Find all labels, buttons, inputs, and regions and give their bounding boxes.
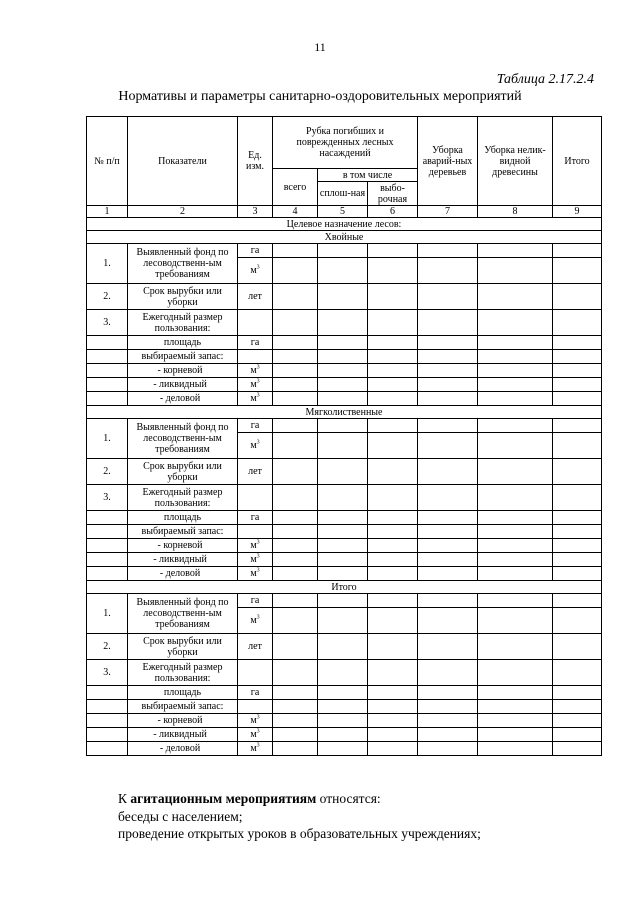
value-cell — [553, 392, 602, 406]
value-cell — [273, 608, 318, 634]
value-cell — [318, 350, 368, 364]
indicator-business: - деловой — [128, 742, 238, 756]
column-numbers-row — [87, 206, 602, 218]
value-cell — [553, 539, 602, 553]
column-number: 7 — [418, 206, 478, 218]
value-cell — [553, 728, 602, 742]
value-cell — [553, 660, 602, 686]
value-cell — [273, 433, 318, 459]
column-number: 3 — [238, 206, 273, 218]
value-cell — [273, 567, 318, 581]
value-cell — [553, 608, 602, 634]
indicator-business: - деловой — [128, 567, 238, 581]
value-cell — [318, 539, 368, 553]
value-cell — [418, 634, 478, 660]
unit-m3: $м^3$ — [238, 567, 273, 581]
value-cell — [478, 350, 553, 364]
value-cell — [368, 310, 418, 336]
indicator-root: - корневой — [128, 364, 238, 378]
indicator-liquid: - ликвидный — [128, 728, 238, 742]
value-cell — [368, 350, 418, 364]
header-unit: Ед. изм. — [238, 117, 273, 206]
column-number: 6 — [368, 206, 418, 218]
value-cell — [478, 392, 553, 406]
unit-years: лет — [238, 284, 273, 310]
value-cell — [318, 742, 368, 756]
value-cell — [418, 364, 478, 378]
row-num: 3. — [87, 310, 128, 336]
value-cell — [368, 378, 418, 392]
value-cell — [318, 511, 368, 525]
norms-table — [86, 116, 602, 756]
value-cell — [478, 553, 553, 567]
header-felling: Рубка погибших и поврежденных лесных насаждений — [273, 117, 418, 169]
unit-m3: $м^3$ — [238, 742, 273, 756]
footer-line-1: К агитационным мероприятиям относятся: — [118, 791, 381, 806]
value-cell — [318, 433, 368, 459]
value-cell — [418, 539, 478, 553]
column-number: 4 — [273, 206, 318, 218]
value-cell — [553, 350, 602, 364]
value-cell — [368, 553, 418, 567]
value-cell — [478, 485, 553, 511]
unit-m3: $м^3$ — [238, 378, 273, 392]
indicator-stock: выбираемый запас: — [128, 350, 238, 364]
value-cell — [478, 660, 553, 686]
value-cell — [273, 284, 318, 310]
value-cell — [478, 336, 553, 350]
row-num: 1. — [87, 419, 128, 459]
footer-text — [118, 790, 481, 843]
indicator-area: площадь — [128, 336, 238, 350]
value-cell — [368, 525, 418, 539]
value-cell — [418, 350, 478, 364]
value-cell — [318, 378, 368, 392]
value-cell — [418, 511, 478, 525]
value-cell — [418, 459, 478, 485]
value-cell — [368, 459, 418, 485]
column-number: 8 — [478, 206, 553, 218]
value-cell — [273, 594, 318, 608]
row-num: 1. — [87, 244, 128, 284]
value-cell — [318, 419, 368, 433]
unit-ha: га — [238, 244, 273, 258]
value-cell — [478, 258, 553, 284]
value-cell — [418, 419, 478, 433]
value-cell — [368, 244, 418, 258]
value-cell — [273, 336, 318, 350]
value-cell — [318, 336, 368, 350]
value-cell — [553, 553, 602, 567]
value-cell — [418, 258, 478, 284]
indicator-stock: выбираемый запас: — [128, 525, 238, 539]
value-cell — [318, 244, 368, 258]
value-cell — [553, 511, 602, 525]
unit-m3: $м^3$ — [238, 608, 273, 634]
value-cell — [478, 511, 553, 525]
value-cell — [418, 660, 478, 686]
value-cell — [273, 350, 318, 364]
value-cell — [368, 686, 418, 700]
value-cell — [553, 594, 602, 608]
value-cell — [418, 433, 478, 459]
value-cell — [273, 459, 318, 485]
row-num: 2. — [87, 459, 128, 485]
value-cell — [318, 553, 368, 567]
unit-m3: $м^3$ — [238, 392, 273, 406]
header-selective: выбо-рочная — [368, 182, 418, 206]
value-cell — [478, 419, 553, 433]
value-cell — [273, 511, 318, 525]
value-cell — [553, 433, 602, 459]
unit-m3: $м^3$ — [238, 553, 273, 567]
value-cell — [553, 634, 602, 660]
value-cell — [273, 728, 318, 742]
value-cell — [368, 567, 418, 581]
value-cell — [418, 378, 478, 392]
value-cell — [318, 567, 368, 581]
value-cell — [318, 284, 368, 310]
unit-ha: га — [238, 511, 273, 525]
value-cell — [368, 433, 418, 459]
value-cell — [553, 336, 602, 350]
unit-years: лет — [238, 459, 273, 485]
column-number: 2 — [128, 206, 238, 218]
value-cell — [553, 567, 602, 581]
unit-ha: га — [238, 336, 273, 350]
value-cell — [318, 258, 368, 284]
value-cell — [368, 608, 418, 634]
value-cell — [318, 686, 368, 700]
value-cell — [273, 525, 318, 539]
section-title: Хвойные — [87, 231, 602, 244]
indicator-liquid: - ликвидный — [128, 553, 238, 567]
indicator-root: - корневой — [128, 714, 238, 728]
indicator-business: - деловой — [128, 392, 238, 406]
value-cell — [273, 700, 318, 714]
value-cell — [273, 364, 318, 378]
value-cell — [368, 594, 418, 608]
value-cell — [478, 244, 553, 258]
value-cell — [318, 485, 368, 511]
value-cell — [478, 525, 553, 539]
value-cell — [478, 594, 553, 608]
value-cell — [553, 686, 602, 700]
purpose-label: Целевое назначение лесов: — [87, 218, 602, 231]
value-cell — [478, 742, 553, 756]
value-cell — [273, 742, 318, 756]
header-num: № п/п — [87, 117, 128, 206]
header-indicators: Показатели — [128, 117, 238, 206]
unit-m3: $м^3$ — [238, 539, 273, 553]
value-cell — [368, 714, 418, 728]
value-cell — [418, 485, 478, 511]
value-cell — [418, 567, 478, 581]
indicator-area: площадь — [128, 686, 238, 700]
value-cell — [368, 336, 418, 350]
value-cell — [553, 525, 602, 539]
value-cell — [318, 364, 368, 378]
value-cell — [418, 392, 478, 406]
header-including: в том числе — [318, 169, 418, 182]
value-cell — [318, 660, 368, 686]
unit-m3: $м^3$ — [238, 728, 273, 742]
indicator-term: Срок вырубки или уборки — [128, 459, 238, 485]
value-cell — [273, 553, 318, 567]
value-cell — [273, 686, 318, 700]
value-cell — [418, 714, 478, 728]
value-cell — [553, 310, 602, 336]
value-cell — [273, 244, 318, 258]
value-cell — [418, 594, 478, 608]
indicator-annual: Ежегодный размер пользования: — [128, 485, 238, 511]
header-felling-total: всего — [273, 169, 318, 206]
indicator-liquid: - ликвидный — [128, 378, 238, 392]
value-cell — [418, 310, 478, 336]
indicator-term: Срок вырубки или уборки — [128, 284, 238, 310]
value-cell — [318, 700, 368, 714]
value-cell — [418, 608, 478, 634]
value-cell — [553, 485, 602, 511]
value-cell — [273, 419, 318, 433]
value-cell — [273, 660, 318, 686]
value-cell — [368, 660, 418, 686]
value-cell — [418, 284, 478, 310]
row-num: 1. — [87, 594, 128, 634]
value-cell — [553, 714, 602, 728]
value-cell — [478, 567, 553, 581]
header-emergency: Уборка аварий-ных деревьев — [418, 117, 478, 206]
row-num: 2. — [87, 634, 128, 660]
value-cell — [318, 634, 368, 660]
value-cell — [478, 284, 553, 310]
unit-m3: $м^3$ — [238, 364, 273, 378]
value-cell — [418, 700, 478, 714]
value-cell — [553, 742, 602, 756]
section-title: Итого — [87, 581, 602, 594]
value-cell — [478, 310, 553, 336]
indicator-found: Выявленный фонд по лесоводственн-ым требованиям — [128, 594, 238, 634]
value-cell — [418, 728, 478, 742]
column-number: 5 — [318, 206, 368, 218]
value-cell — [368, 419, 418, 433]
unit-years: лет — [238, 634, 273, 660]
header-total: Итого — [553, 117, 602, 206]
value-cell — [273, 378, 318, 392]
value-cell — [553, 364, 602, 378]
value-cell — [273, 714, 318, 728]
value-cell — [318, 728, 368, 742]
row-num: 3. — [87, 485, 128, 511]
value-cell — [478, 378, 553, 392]
indicator-term: Срок вырубки или уборки — [128, 634, 238, 660]
value-cell — [273, 634, 318, 660]
header-clear: сплош-ная — [318, 182, 368, 206]
indicator-root: - корневой — [128, 539, 238, 553]
value-cell — [368, 634, 418, 660]
value-cell — [273, 258, 318, 284]
page-number: 11 — [314, 40, 326, 54]
value-cell — [318, 714, 368, 728]
value-cell — [318, 310, 368, 336]
value-cell — [368, 700, 418, 714]
value-cell — [418, 525, 478, 539]
value-cell — [318, 594, 368, 608]
unit-ha: га — [238, 594, 273, 608]
footer-line-2: беседы с населением; — [118, 808, 243, 824]
value-cell — [553, 244, 602, 258]
value-cell — [273, 310, 318, 336]
value-cell — [368, 392, 418, 406]
table-label: Таблица 2.17.2.4 — [496, 72, 594, 87]
value-cell — [478, 433, 553, 459]
column-number: 1 — [87, 206, 128, 218]
table-title: Нормативы и параметры санитарно-оздоровительных мероприятий — [118, 89, 522, 104]
value-cell — [478, 364, 553, 378]
indicator-found: Выявленный фонд по лесоводственн-ым требованиям — [128, 419, 238, 459]
indicator-annual: Ежегодный размер пользования: — [128, 660, 238, 686]
value-cell — [553, 700, 602, 714]
row-num: 3. — [87, 660, 128, 686]
value-cell — [553, 419, 602, 433]
value-cell — [553, 378, 602, 392]
footer-line-3: проведение открытых уроков в образовательных учреждениях; — [118, 826, 481, 841]
unit-m3: $м^3$ — [238, 714, 273, 728]
value-cell — [318, 392, 368, 406]
value-cell — [368, 364, 418, 378]
indicator-area: площадь — [128, 511, 238, 525]
value-cell — [368, 284, 418, 310]
indicator-stock: выбираемый запас: — [128, 700, 238, 714]
unit-ha: га — [238, 686, 273, 700]
value-cell — [553, 284, 602, 310]
value-cell — [478, 700, 553, 714]
value-cell — [418, 742, 478, 756]
value-cell — [368, 511, 418, 525]
value-cell — [368, 742, 418, 756]
value-cell — [478, 728, 553, 742]
value-cell — [478, 608, 553, 634]
value-cell — [478, 539, 553, 553]
unit-ha: га — [238, 419, 273, 433]
value-cell — [553, 258, 602, 284]
value-cell — [273, 485, 318, 511]
value-cell — [418, 553, 478, 567]
value-cell — [318, 525, 368, 539]
value-cell — [553, 459, 602, 485]
unit-m3: $м^3$ — [238, 258, 273, 284]
value-cell — [418, 244, 478, 258]
value-cell — [273, 539, 318, 553]
section-title: Мягколиственные — [87, 406, 602, 419]
row-num: 2. — [87, 284, 128, 310]
unit-m3: $м^3$ — [238, 433, 273, 459]
value-cell — [318, 459, 368, 485]
value-cell — [273, 392, 318, 406]
value-cell — [478, 714, 553, 728]
value-cell — [368, 485, 418, 511]
header-illiquid: Уборка нелик-видной древесины — [478, 117, 553, 206]
indicator-found: Выявленный фонд по лесоводственн-ым требованиям — [128, 244, 238, 284]
value-cell — [478, 634, 553, 660]
value-cell — [368, 539, 418, 553]
value-cell — [478, 459, 553, 485]
value-cell — [478, 686, 553, 700]
indicator-annual: Ежегодный размер пользования: — [128, 310, 238, 336]
value-cell — [418, 686, 478, 700]
value-cell — [318, 608, 368, 634]
column-number: 9 — [553, 206, 602, 218]
value-cell — [368, 728, 418, 742]
value-cell — [418, 336, 478, 350]
value-cell — [368, 258, 418, 284]
